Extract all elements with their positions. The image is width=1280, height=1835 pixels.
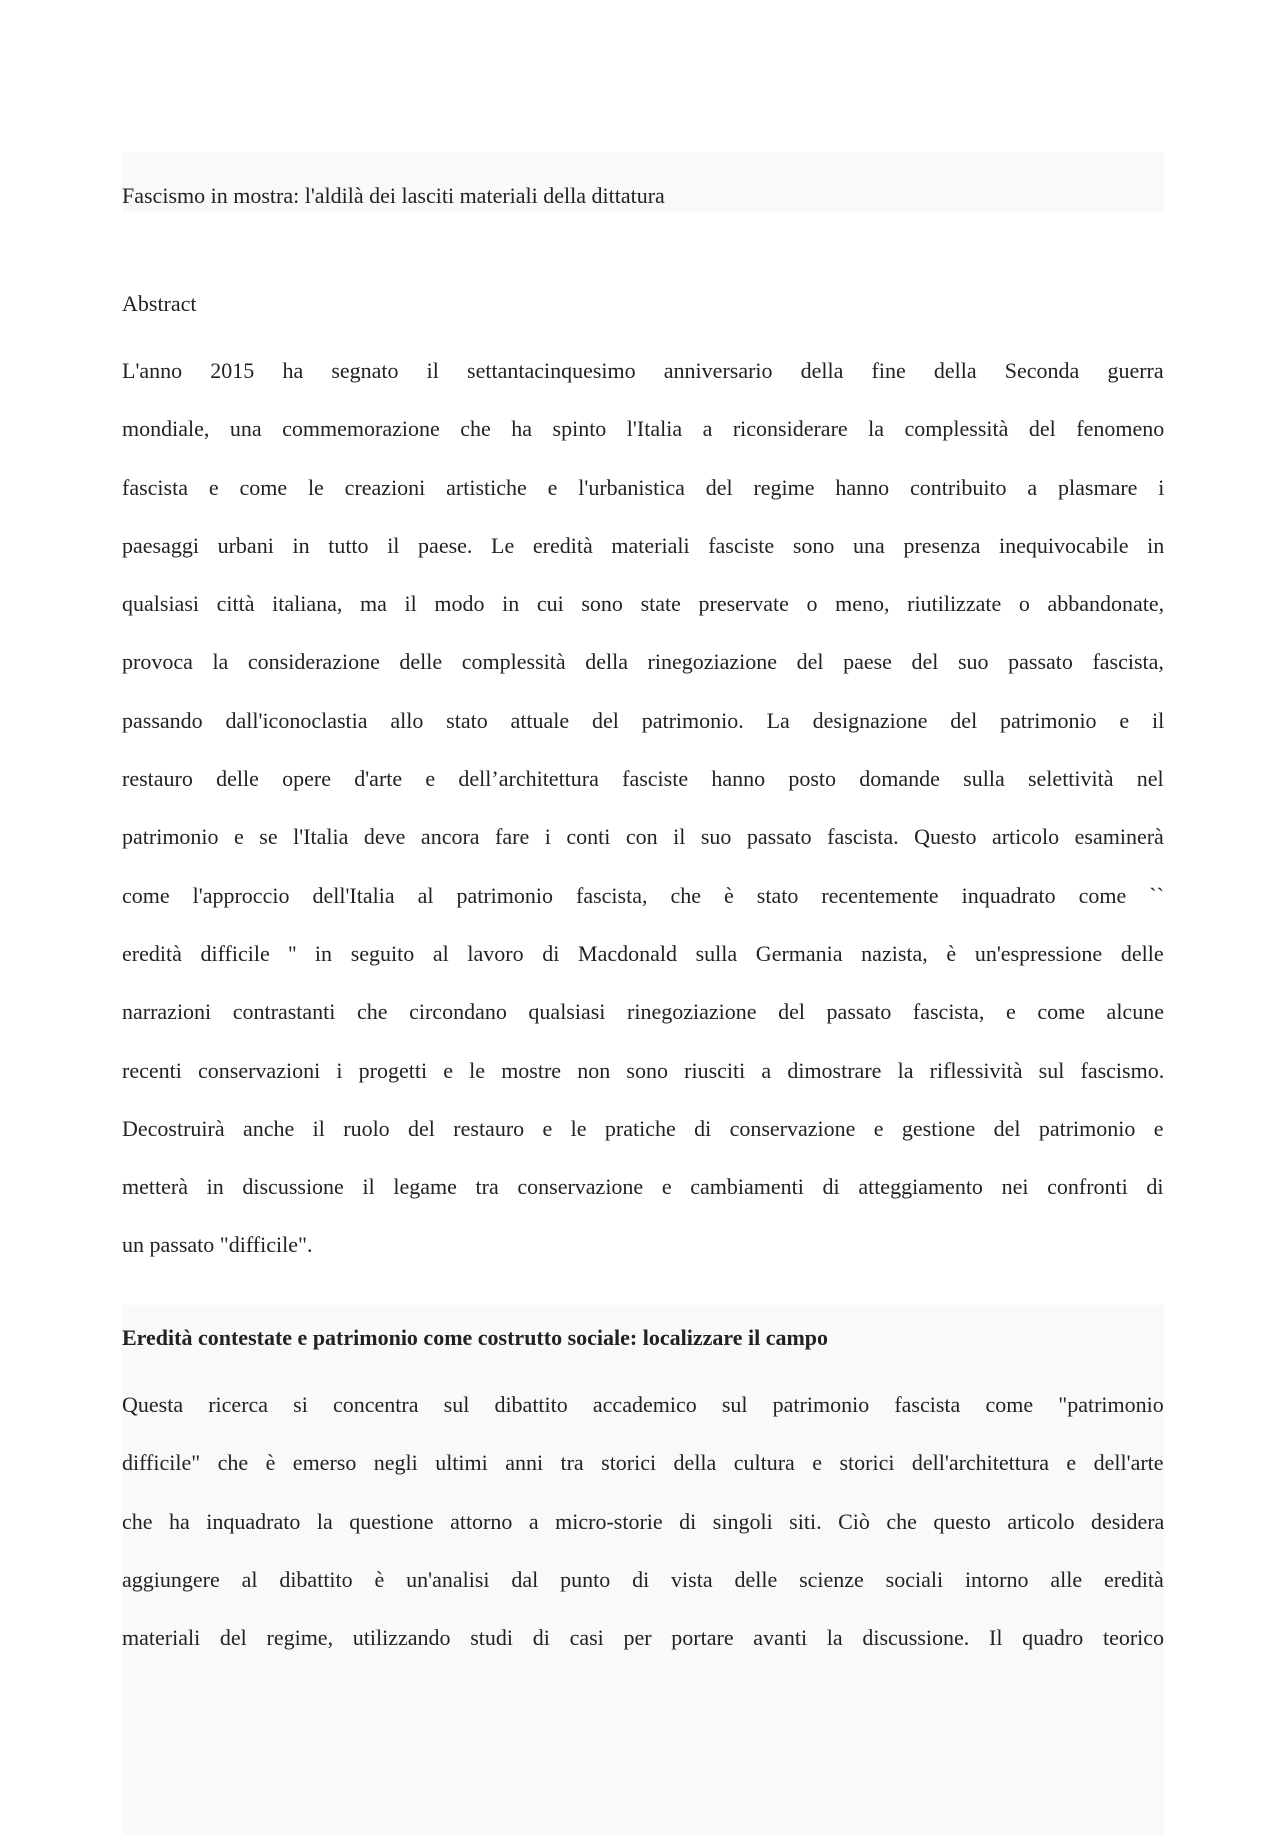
section-line: Questa ricerca si concentra sul dibattito accademico sul patrimonio fascista come "patrimonio (122, 1392, 1164, 1417)
abstract-line: provoca la considerazione delle complessità della rinegoziazione del paese del suo passato fascista, (122, 649, 1164, 675)
abstract-line: qualsiasi città italiana, ma il modo in cui sono state preservate o meno, riutilizzate o abbandonate, (122, 591, 1165, 617)
abstract-line: patrimonio e se l'Italia deve ancora fare i conti con il suo passato fascista. Questo articolo esaminerà (122, 824, 1164, 850)
abstract-line: eredità difficile '' in seguito al lavoro di Macdonald sulla Germania nazista, è un'espressione delle (122, 940, 1164, 966)
abstract-line: paesaggi urbani in tutto il paese. Le eredità materiali fasciste sono una presenza inequivocabile in (122, 532, 1165, 558)
abstract-body (122, 342, 1164, 1275)
abstract-line: narrazioni contrastanti che circondano qualsiasi rinegoziazione del passato fascista, e come alcune (122, 999, 1164, 1025)
section-line: difficile" che è emerso negli ultimi anni tra storici della cultura e storici dell'architettura e dell'arte (122, 1450, 1164, 1476)
abstract-line: restauro delle opere d'arte e dell’architettura fasciste hanno posto domande sulla selettività nel (122, 766, 1164, 792)
abstract-line: recenti conservazioni i progetti e le mostre non sono riusciti a dimostrare la riflessività sul fascismo. (122, 1057, 1165, 1083)
section-line: aggiungere al dibattito è un'analisi dal punto di vista delle scienze sociali intorno alle eredità (122, 1566, 1164, 1592)
section-heading: Eredità contestate e patrimonio come costrutto sociale: localizzare il campo (122, 1325, 829, 1350)
section-line: che ha inquadrato la questione attorno a micro-storie di singoli siti. Ciò che questo articolo desidera (122, 1508, 1165, 1534)
title-band (122, 152, 1164, 212)
section-line: materiali del regime, utilizzando studi di casi per portare avanti la discussione. Il quadro teorico (122, 1625, 1165, 1651)
abstract-line: fascista e come le creazioni artistiche e l'urbanistica del regime hanno contribuito a plasmare i (122, 474, 1165, 500)
abstract-line: passando dall'iconoclastia allo stato attuale del patrimonio. La designazione del patrimonio e il (122, 707, 1165, 733)
section-body (122, 1376, 1164, 1667)
abstract-line: L'anno 2015 ha segnato il settantacinquesimo anniversario della fine della Seconda guerra (122, 358, 1164, 383)
abstract-line: mondiale, una commemorazione che ha spinto l'Italia a riconsiderare la complessità del fenomeno (122, 416, 1165, 442)
abstract-heading: Abstract (122, 291, 197, 316)
abstract-line: metterà in discussione il legame tra conservazione e cambiamenti di atteggiamento nei confronti di (122, 1174, 1164, 1200)
document-page (122, 152, 1165, 1651)
abstract-line: come l'approccio dell'Italia al patrimonio fascista, che è stato recentemente inquadrato come `` (122, 882, 1164, 908)
document-title: Fascismo in mostra: l'aldilà dei lasciti materiali della dittatura (122, 183, 665, 208)
abstract-line: un passato "difficile". (122, 1232, 313, 1258)
abstract-line: Decostruirà anche il ruolo del restauro e le pratiche di conservazione e gestione del patrimonio e (122, 1115, 1164, 1141)
